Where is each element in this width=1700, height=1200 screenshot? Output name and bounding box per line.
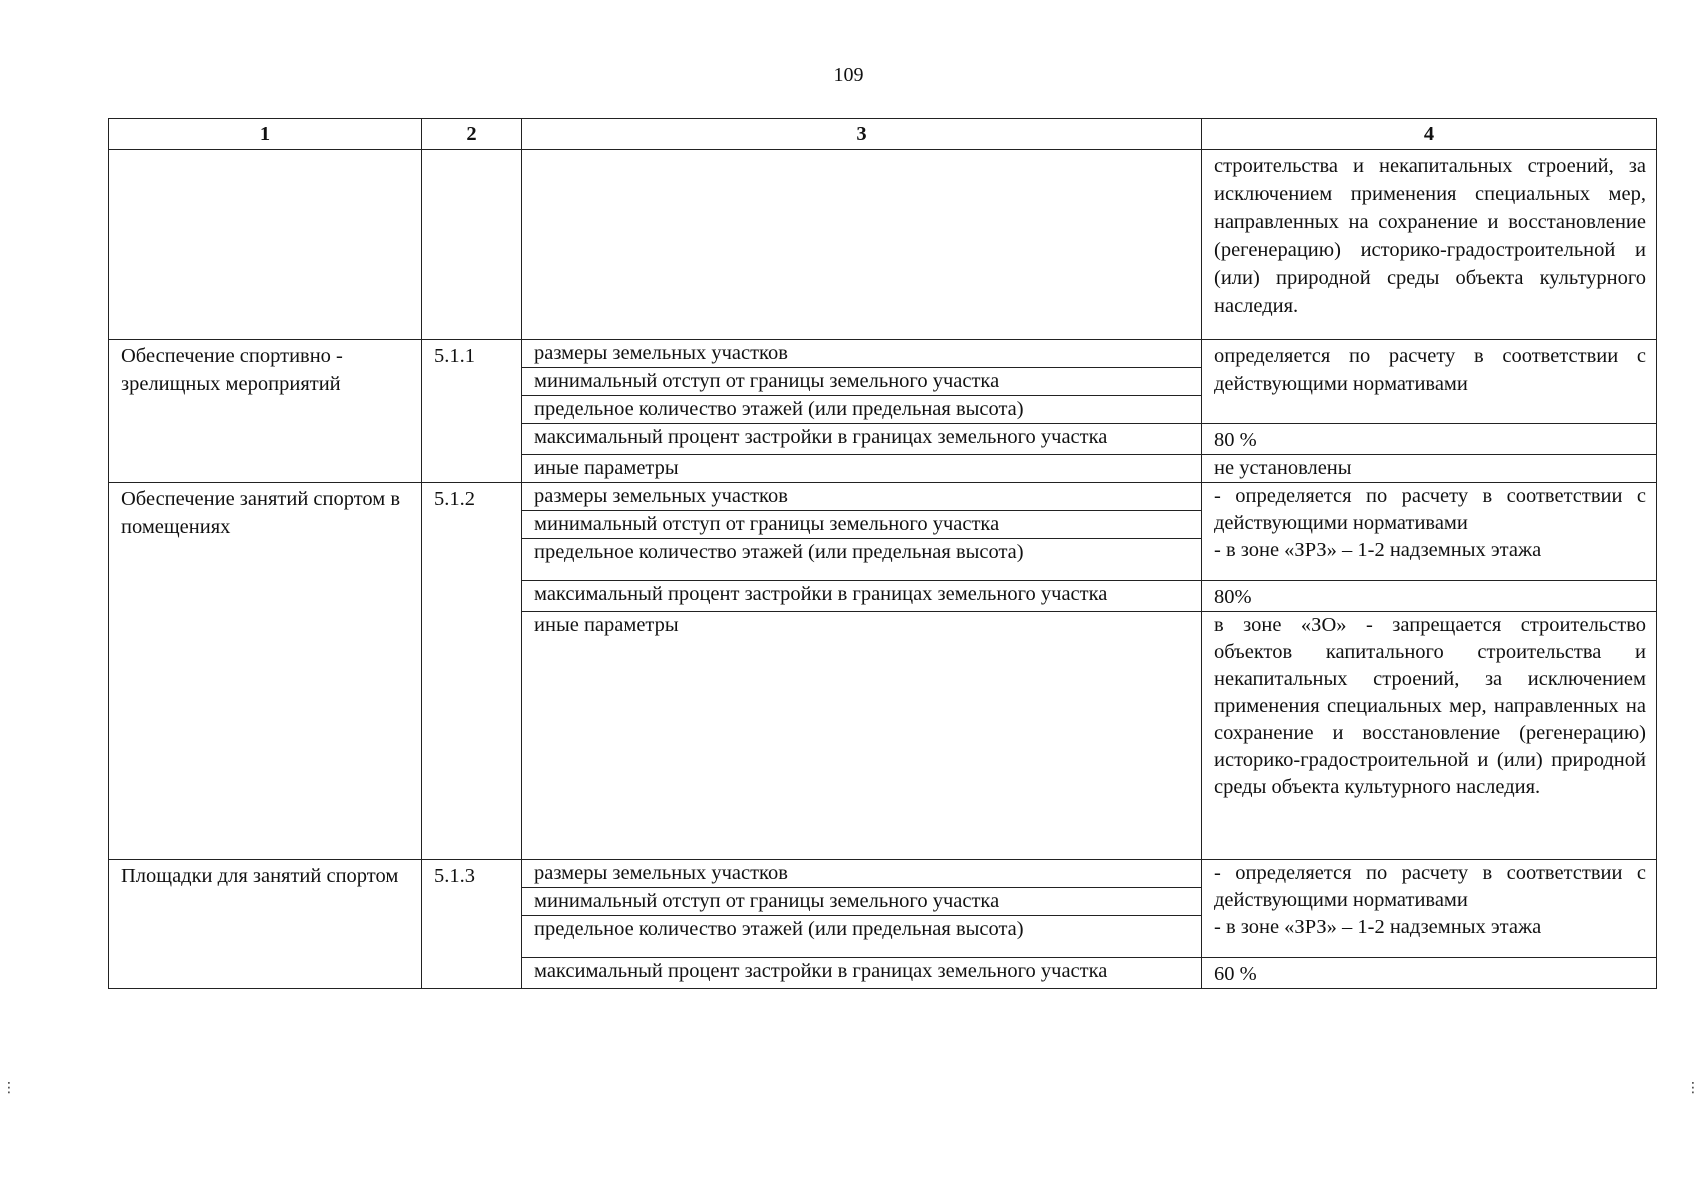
empty-cell (522, 150, 1202, 340)
param-size: размеры земельных участков (522, 860, 1202, 888)
header-col-4: 4 (1202, 119, 1657, 150)
param-other: иные параметры (522, 455, 1202, 483)
table-row (109, 340, 1657, 368)
use-code: 5.1.3 (422, 860, 522, 989)
param-percent-value: 80 % (1202, 424, 1657, 455)
param-floors: предельное количество этажей (или предельная высота) (522, 396, 1202, 424)
use-name: Обеспечение спортивно - зрелищных мероприятий (109, 340, 422, 483)
header-col-2: 2 (422, 119, 522, 150)
edge-mark-left: ⋮ (2, 1080, 16, 1096)
param-group-value-line-2: - в зоне «ЗРЗ» – 1-2 надземных этажа (1214, 539, 1542, 561)
param-percent: максимальный процент застройки в границах земельного участка (522, 424, 1202, 455)
param-setback: минимальный отступ от границы земельного участка (522, 888, 1202, 916)
empty-cell (109, 150, 422, 340)
use-name: Обеспечение занятий спортом в помещениях (109, 483, 422, 860)
param-setback: минимальный отступ от границы земельного участка (522, 368, 1202, 396)
param-other-value: не установлены (1202, 455, 1657, 483)
continuation-value: строительства и некапитальных строений, за исключением применения специальных мер, направленных на сохранение и восстановление (регенерацию) историко-градостроительной и (или) природной среды объекта культурного наследия. (1202, 150, 1657, 340)
param-percent-value: 60 % (1202, 958, 1657, 989)
use-code: 5.1.2 (422, 483, 522, 860)
use-code: 5.1.1 (422, 340, 522, 483)
param-setback: минимальный отступ от границы земельного участка (522, 511, 1202, 539)
param-percent: максимальный процент застройки в границах земельного участка (522, 958, 1202, 989)
page-number: 109 (833, 64, 864, 86)
edge-mark-right: ⋮ (1686, 1080, 1700, 1096)
empty-cell (422, 150, 522, 340)
table-row (109, 483, 1657, 511)
param-percent-value: 80% (1202, 581, 1657, 612)
regulations-table (108, 118, 1657, 989)
header-col-3: 3 (522, 119, 1202, 150)
param-group-value-line-1: - определяется по расчету в соответствии с действующими нормативами (1214, 862, 1646, 911)
param-group-value-line-2: - в зоне «ЗРЗ» – 1-2 надземных этажа (1214, 916, 1542, 938)
param-other: иные параметры (522, 612, 1202, 860)
param-floors: предельное количество этажей (или предельная высота) (522, 539, 1202, 581)
param-group-value (1202, 860, 1657, 958)
param-percent: максимальный процент застройки в границах земельного участка (522, 581, 1202, 612)
param-other-value: в зоне «ЗО» - запрещается строительство объектов капитального строительства и некапитальных строений, за исключением применения специальных мер, направленных на сохранение и восстановление (регенерацию) историко-градостроительной и (или) природной среды объекта культурного наследия. (1202, 612, 1657, 860)
param-group-value-line-1: - определяется по расчету в соответствии с действующими нормативами (1214, 485, 1646, 534)
table-row (109, 150, 1657, 340)
param-group-value (1202, 483, 1657, 581)
use-name: Площадки для занятий спортом (109, 860, 422, 989)
table-row (109, 860, 1657, 888)
param-floors: предельное количество этажей (или предельная высота) (522, 916, 1202, 958)
table-header-row (109, 119, 1657, 150)
param-size: размеры земельных участков (522, 340, 1202, 368)
header-col-1: 1 (109, 119, 422, 150)
param-size: размеры земельных участков (522, 483, 1202, 511)
param-group-value: определяется по расчету в соответствии с действующими нормативами (1202, 340, 1657, 424)
